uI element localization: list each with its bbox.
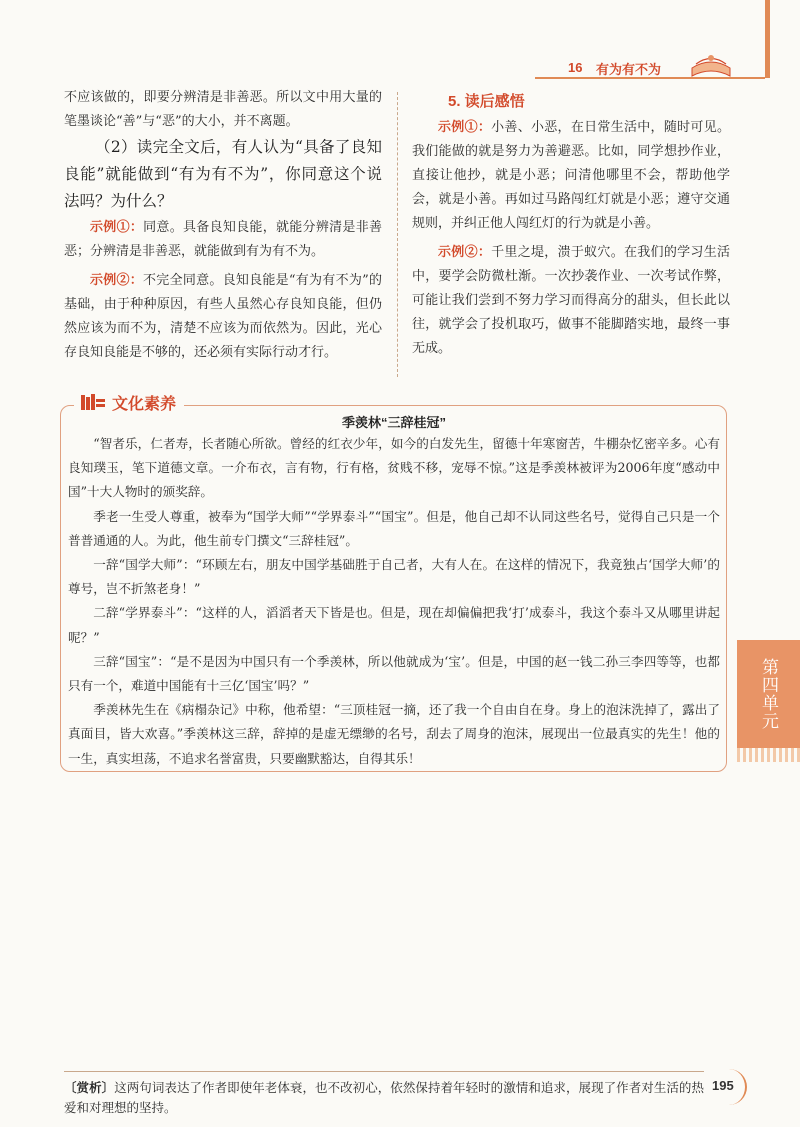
section-title: 5. 读后感悟 [448,93,525,110]
side-tab-pattern [737,748,800,762]
article-paragraph: 一辞“国学大师”：“环顾左右，朋友中国学基础胜于自己者，大有人在。在这样的情况下，我竟独占‘国学大师’的尊号，岂不折煞老身！” [68,557,720,597]
unit-side-tab [737,640,800,748]
page-number: 195 [712,1078,734,1093]
unit-label: 第四单元 [759,658,778,730]
example-text: 小善、小恶，在日常生活中，随时可见。我们能做的就是努力为善避恶。比如，同学想抄作业，直接让他抄，就是小恶；问清他哪里不会，帮助他学会，就是小善。再如过马路闯红灯就是小恶；遵守交通规则，并纠正他人闯红灯的行为就是小善。 [412,120,730,231]
culture-box-label: 文化素养 [112,395,177,413]
example-text: 不完全同意。良知良能是“有为有不为”的基础，由于种种原因，有些人虽然心存良知良能，但仍然应该为而不为，清楚不应该为而依然为。因此，光心存良知良能是不够的，还必须有实际行动才行。 [64,273,382,360]
footer-rule [64,1071,704,1072]
example-text: 同意。具备良知良能，就能分辨清是非善恶；分辨清是非善恶，就能做到有为有不为。 [64,220,382,259]
article-paragraph: 季老一生受人尊重，被奉为“国学大师”“学界泰斗”“国宝”。但是，他自己却不认同这些名号，觉得自己只是一个普普通通的人。为此，他生前专门撰文“三辞桂冠”。 [68,508,720,548]
left-example-2 [64,268,382,365]
example-label: 示例①： [438,119,492,134]
lesson-number: 16 [568,60,583,75]
header-side-bar [765,0,770,78]
column-divider [397,92,398,377]
lesson-title: 有为有不为 [596,62,662,77]
left-column [64,86,382,365]
left-example-1 [64,215,382,264]
article-paragraph: “智者乐，仁者寿，长者随心所欲。曾经的红衣少年，如今的白发先生，留德十年寒窗苦，牛棚杂忆密辛多。心有良知璞玉，笔下道德文章。一介布衣，言有物，行有格，贫贱不移，宠辱不惊。”这是季羡林被评为2006年度“感动中国”十大人物时的颁奖辞。 [68,436,720,500]
article-title: 季羡林“三辞桂冠” [341,415,446,430]
article-paragraph: 二辞“学界泰斗”：“这样的人，滔滔者天下皆是也。但是，现在却偏偏把我‘打’成泰斗，我这个泰斗又从哪里讲起呢？” [68,605,720,645]
footer-note-text: 这两句词表达了作者即使年老体衰，也不改初心，依然保持着年轻时的激情和追求，展现了作者对生活的热爱和对理想的坚持。 [64,1080,704,1115]
books-icon [80,393,106,411]
example-label: 示例①： [90,219,144,234]
footer-note [64,1078,704,1118]
example-text: 千里之堤，溃于蚁穴。在我们的学习生活中，要学会防微杜渐。一次抄袭作业、一次考试作弊，可能让我们尝到不努力学习而得高分的甜头，但长此以往，就学会了投机取巧，做事不能脚踏实地，最终一事无成。 [412,245,730,356]
book-stack-icon [686,50,736,80]
header-rule [535,77,765,79]
culture-box-content [68,412,720,771]
footer-tag: 〔赏析〕 [64,1081,115,1095]
article-paragraph: 季羡林先生在《病榻杂记》中称，他希望：“三顶桂冠一摘，还了我一个自由自在身。身上的泡沫洗掉了，露出了真面目，皆大欢喜。”季羡林这三辞，辞掉的是虚无缥缈的名号，刮去了周身的泡沫，展现出一位最真实的先生！他的一生，真实坦荡，不追求名誉富贵，只要幽默豁达，自得其乐！ [68,702,720,766]
right-example-1 [412,115,730,236]
right-example-2 [412,240,730,361]
article-paragraph: 三辞“国宝”：“是不是因为中国只有一个季羡林，所以他就成为‘宝’。但是，中国的赵一钱二孙三李四等等，也都只有一个，难道中国能有十三亿‘国宝’吗？” [68,653,720,694]
question-2: （2）读完全文后，有人认为“具备了良知良能”就能做到“有为有不为”，你同意这个说法吗？为什么？ [64,138,382,210]
right-column [412,86,730,361]
example-label: 示例②： [90,272,144,287]
example-label: 示例②： [438,244,492,259]
continued-text: 不应该做的，即要分辨清是非善恶。所以文中用大量的笔墨谈论“善”与“恶”的大小，并不离题。 [64,90,382,129]
